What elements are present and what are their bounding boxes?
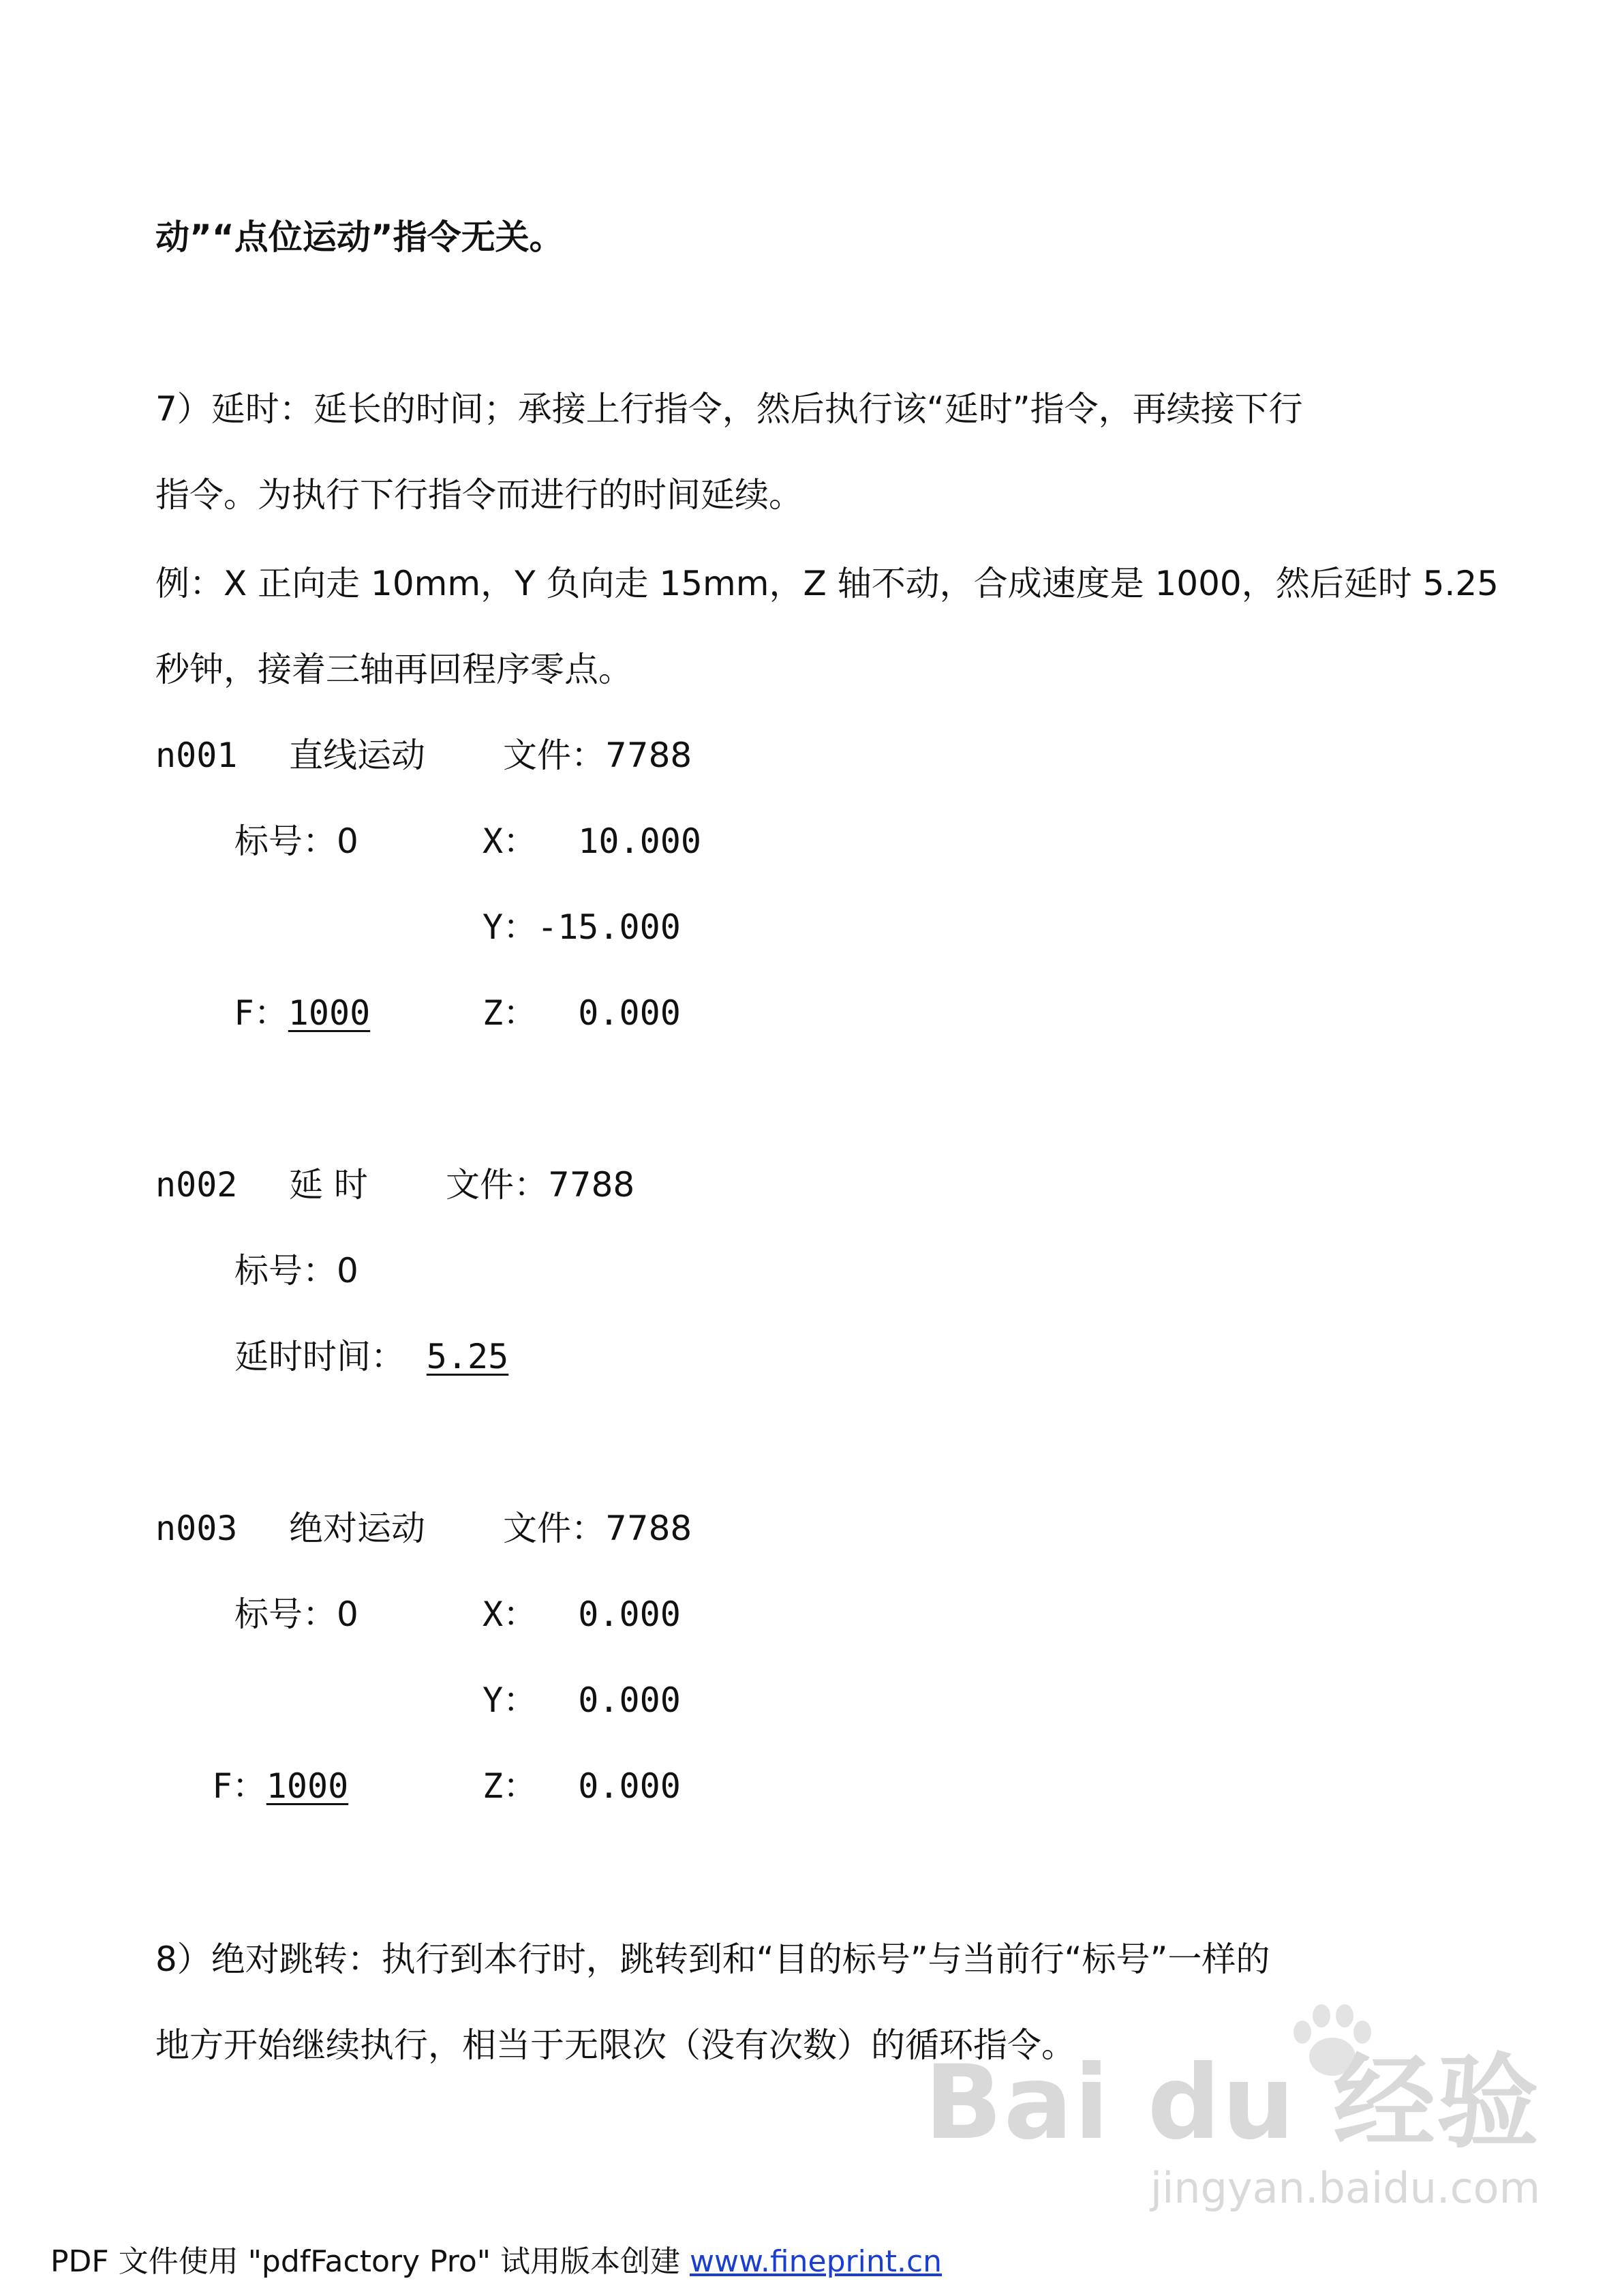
n003-command: 绝对运动 (289, 1509, 425, 1548)
n003-y: Y： 0.000 (483, 1680, 681, 1720)
n001-feed-prefix: F： (234, 993, 288, 1033)
footer-link[interactable]: www.fineprint.cn (690, 2244, 943, 2279)
paragraph-continuation: 动”“点位运动”指令无关。 (155, 217, 564, 257)
section-8-line-1: 8）绝对跳转：执行到本行时，跳转到和“目的标号”与当前行“标号”一样的 (155, 1939, 1270, 1979)
n002-delay-value: 5.25 (426, 1337, 509, 1376)
baidu-jingyan-watermark (924, 2045, 1540, 2216)
n001-y: Y：-15.000 (483, 907, 681, 947)
n003-feed-value: 1000 (266, 1766, 349, 1806)
n003-id: n003 (155, 1509, 238, 1548)
n001-x: X： 10.000 (483, 821, 701, 861)
n003-x: X： 0.000 (483, 1595, 681, 1634)
example-line-1: 例：X 正向走 10mm，Y 负向走 15mm，Z 轴不动，合成速度是 1000，然后延时 5.25 (155, 564, 1499, 603)
n002-file: 文件：7788 (446, 1165, 635, 1205)
n003-label: 标号：0 (234, 1595, 358, 1634)
n002-command: 延 时 (289, 1165, 368, 1205)
n003-z: Z： 0.000 (483, 1766, 681, 1806)
n002-delay-prefix: 延时时间： (234, 1337, 405, 1376)
pdf-footer (50, 2243, 942, 2281)
n001-command: 直线运动 (289, 736, 425, 775)
n001-feed-value: 1000 (288, 993, 371, 1033)
n003-feed (213, 1766, 348, 1807)
n001-file: 文件：7788 (503, 736, 692, 775)
section-7-line-2: 指令。为执行下行指令而进行的时间延续。 (155, 475, 803, 515)
example-line-2: 秒钟，接着三轴再回程序零点。 (155, 650, 632, 689)
watermark-url: jingyan.baidu.com (1150, 2163, 1540, 2213)
footer-text: PDF 文件使用 "pdfFactory Pro" 试用版本创建 (50, 2244, 690, 2279)
n001-id: n001 (155, 736, 238, 775)
n001-feed (234, 993, 370, 1033)
section-7-line-1: 7）延时：延长的时间；承接上行指令，然后执行该“延时”指令，再续接下行 (155, 389, 1303, 429)
section-8-line-2: 地方开始继续执行，相当于无限次（没有次数）的循环指令。 (155, 2025, 1075, 2065)
n003-file: 文件：7788 (503, 1509, 692, 1548)
n002-id: n002 (155, 1165, 238, 1205)
n003-feed-prefix: F： (213, 1766, 266, 1806)
watermark-logo: Bai du 经验 (924, 2044, 1540, 2162)
n001-z: Z： 0.000 (483, 993, 681, 1033)
n002-delay (234, 1336, 508, 1377)
n002-label: 标号：0 (234, 1251, 358, 1290)
n001-label: 标号：0 (234, 821, 358, 861)
